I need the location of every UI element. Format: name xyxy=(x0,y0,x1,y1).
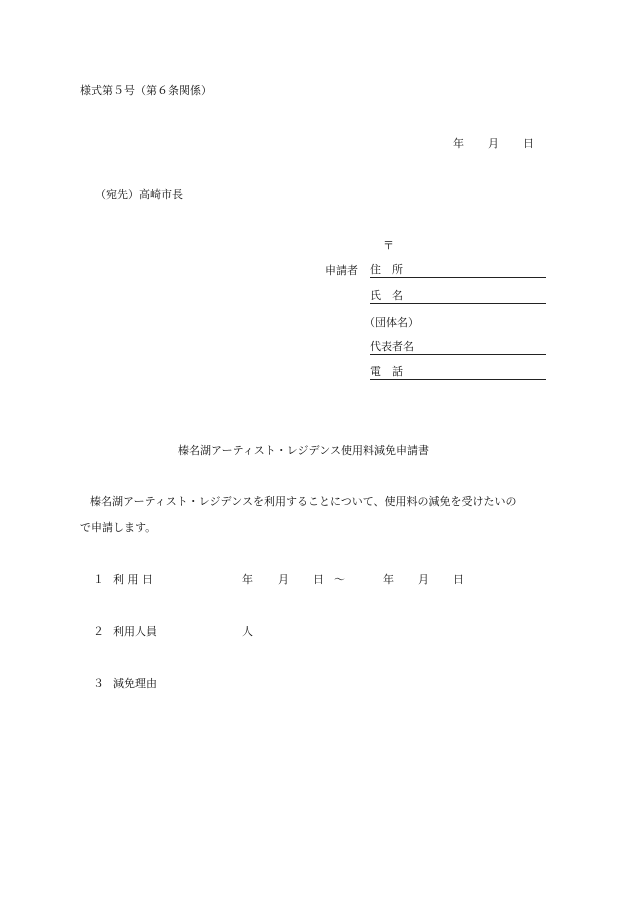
item1-year-from: 年 xyxy=(242,573,253,586)
item1-month-to: 月 xyxy=(418,573,429,586)
item3-number: ３ xyxy=(93,677,104,690)
item2-label: 利用人員 xyxy=(113,625,157,638)
name-label: 氏 名 xyxy=(370,289,403,302)
item1-year-to: 年 xyxy=(383,573,394,586)
phone-field[interactable] xyxy=(370,366,546,380)
name-field[interactable] xyxy=(370,290,546,304)
item1-label: 利 用 日 xyxy=(113,573,153,586)
representative-label: 代表者名 xyxy=(370,340,414,353)
item1-month-from: 月 xyxy=(278,573,289,586)
address-field[interactable] xyxy=(370,264,546,278)
item3-label: 減免理由 xyxy=(113,677,157,690)
address-label: 住 所 xyxy=(370,263,403,276)
date-month-label: 月 xyxy=(488,137,499,150)
postal-mark: 〒 xyxy=(383,239,394,252)
document-title: 榛名湖アーティスト・レジデンス使用料減免申請書 xyxy=(178,444,429,457)
item1-day-to: 日 xyxy=(453,573,464,586)
body-text-line2: で申請します。 xyxy=(80,521,157,534)
item1-day-from: 日 xyxy=(313,573,324,586)
applicant-label: 申請者 xyxy=(325,264,358,277)
date-year-label: 年 xyxy=(453,137,464,150)
item2-number: ２ xyxy=(93,625,104,638)
date-day-label: 日 xyxy=(523,137,534,150)
group-label: （団体名） xyxy=(364,316,419,329)
item2-unit: 人 xyxy=(242,625,253,638)
addressee: （宛先）高崎市長 xyxy=(95,188,183,201)
phone-label: 電 話 xyxy=(370,365,403,378)
representative-field[interactable] xyxy=(370,341,546,355)
item1-number: １ xyxy=(93,573,104,586)
body-text-line1: 榛名湖アーティスト・レジデンスを利用することについて、使用料の減免を受けたいの xyxy=(90,495,517,508)
item1-tilde: ～ xyxy=(334,573,345,586)
form-number: 様式第５号（第６条関係） xyxy=(80,84,212,97)
